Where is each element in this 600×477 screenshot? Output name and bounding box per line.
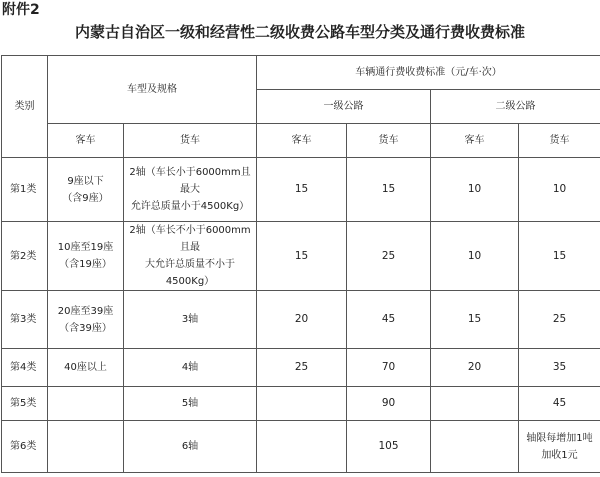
table-row [2, 349, 600, 387]
document-title: 内蒙古自治区一级和经营性二级收费公路车型分类及通行费收费标准 [74, 23, 525, 41]
truck-spec-line: 允许总质量小于4500Kg） [130, 201, 250, 212]
category-cell: 第4类 [2, 349, 48, 387]
class1-passenger-fee [257, 387, 347, 421]
passenger-spec-line: （含39座） [59, 322, 112, 334]
header-class2-truck: 货车 [519, 124, 600, 158]
fee-table [1, 55, 600, 473]
table-row [2, 222, 600, 291]
class2-truck-fee-line: 加收1元 [541, 449, 578, 461]
category-cell: 第5类 [2, 387, 48, 421]
category-cell: 第6类 [2, 421, 48, 473]
class1-passenger-fee: 25 [257, 349, 347, 387]
truck-spec-line: 4500Kg） [165, 276, 215, 287]
class1-passenger-fee [257, 421, 347, 473]
table-row [2, 158, 600, 222]
class2-truck-fee: 45 [519, 387, 600, 421]
table-row [2, 291, 600, 349]
table-row [2, 421, 600, 473]
category-cell: 第2类 [2, 222, 48, 291]
class2-truck-fee: 10 [519, 158, 600, 222]
truck-spec-cell: 6轴 [124, 421, 257, 473]
category-cell: 第3类 [2, 291, 48, 349]
class2-truck-fee: 25 [519, 291, 600, 349]
header-fee-standard: 车辆通行费收费标准（元/车·次） [257, 56, 600, 90]
class2-truck-fee-line: 轴限每增加1吨 [526, 432, 593, 444]
class2-truck-fee: 35 [519, 349, 600, 387]
passenger-spec-cell [48, 222, 124, 291]
header-vehicle-spec: 车型及规格 [48, 56, 257, 124]
class1-passenger-fee: 20 [257, 291, 347, 349]
class2-passenger-fee [431, 387, 519, 421]
header-truck: 货车 [124, 124, 257, 158]
header-class1-truck: 货车 [347, 124, 431, 158]
passenger-spec-line: （含19座） [59, 259, 112, 270]
class1-passenger-fee: 15 [257, 158, 347, 222]
class1-truck-fee: 15 [347, 158, 431, 222]
header-class2-road: 二级公路 [431, 90, 600, 124]
class1-truck-fee: 25 [347, 222, 431, 291]
truck-spec-cell: 4轴 [124, 349, 257, 387]
attachment-label: 附件2 [2, 2, 40, 18]
class1-truck-fee: 45 [347, 291, 431, 349]
passenger-spec-cell [48, 421, 124, 473]
class2-passenger-fee: 10 [431, 222, 519, 291]
header-category: 类别 [2, 56, 48, 158]
class2-passenger-fee: 15 [431, 291, 519, 349]
truck-spec-cell [124, 222, 257, 291]
truck-spec-cell: 5轴 [124, 387, 257, 421]
truck-spec-line: 2轴（车长不小于6000mm且最 [129, 225, 251, 253]
passenger-spec-cell: 40座以上 [48, 349, 124, 387]
truck-spec-line: 大允许总质量不小于 [145, 259, 235, 270]
truck-spec-cell [124, 158, 257, 222]
class1-passenger-fee: 15 [257, 222, 347, 291]
class1-truck-fee: 105 [347, 421, 431, 473]
class2-truck-fee: 15 [519, 222, 600, 291]
class2-passenger-fee [431, 421, 519, 473]
class2-truck-fee [519, 421, 600, 473]
passenger-spec-line: （含9座） [62, 192, 109, 204]
passenger-spec-cell [48, 158, 124, 222]
passenger-spec-line: 10座至19座 [57, 242, 114, 253]
header-class1-road: 一级公路 [257, 90, 431, 124]
class1-truck-fee: 90 [347, 387, 431, 421]
header-passenger: 客车 [48, 124, 124, 158]
header-class2-passenger: 客车 [431, 124, 519, 158]
header-class1-passenger: 客车 [257, 124, 347, 158]
class2-passenger-fee: 10 [431, 158, 519, 222]
truck-spec-line: 2轴（车长小于6000mm且最大 [129, 167, 251, 195]
passenger-spec-line: 9座以下 [67, 175, 104, 187]
passenger-spec-line: 20座至39座 [57, 305, 114, 317]
passenger-spec-cell [48, 387, 124, 421]
class1-truck-fee: 70 [347, 349, 431, 387]
table-row [2, 387, 600, 421]
passenger-spec-cell [48, 291, 124, 349]
class2-passenger-fee: 20 [431, 349, 519, 387]
truck-spec-cell: 3轴 [124, 291, 257, 349]
category-cell: 第1类 [2, 158, 48, 222]
